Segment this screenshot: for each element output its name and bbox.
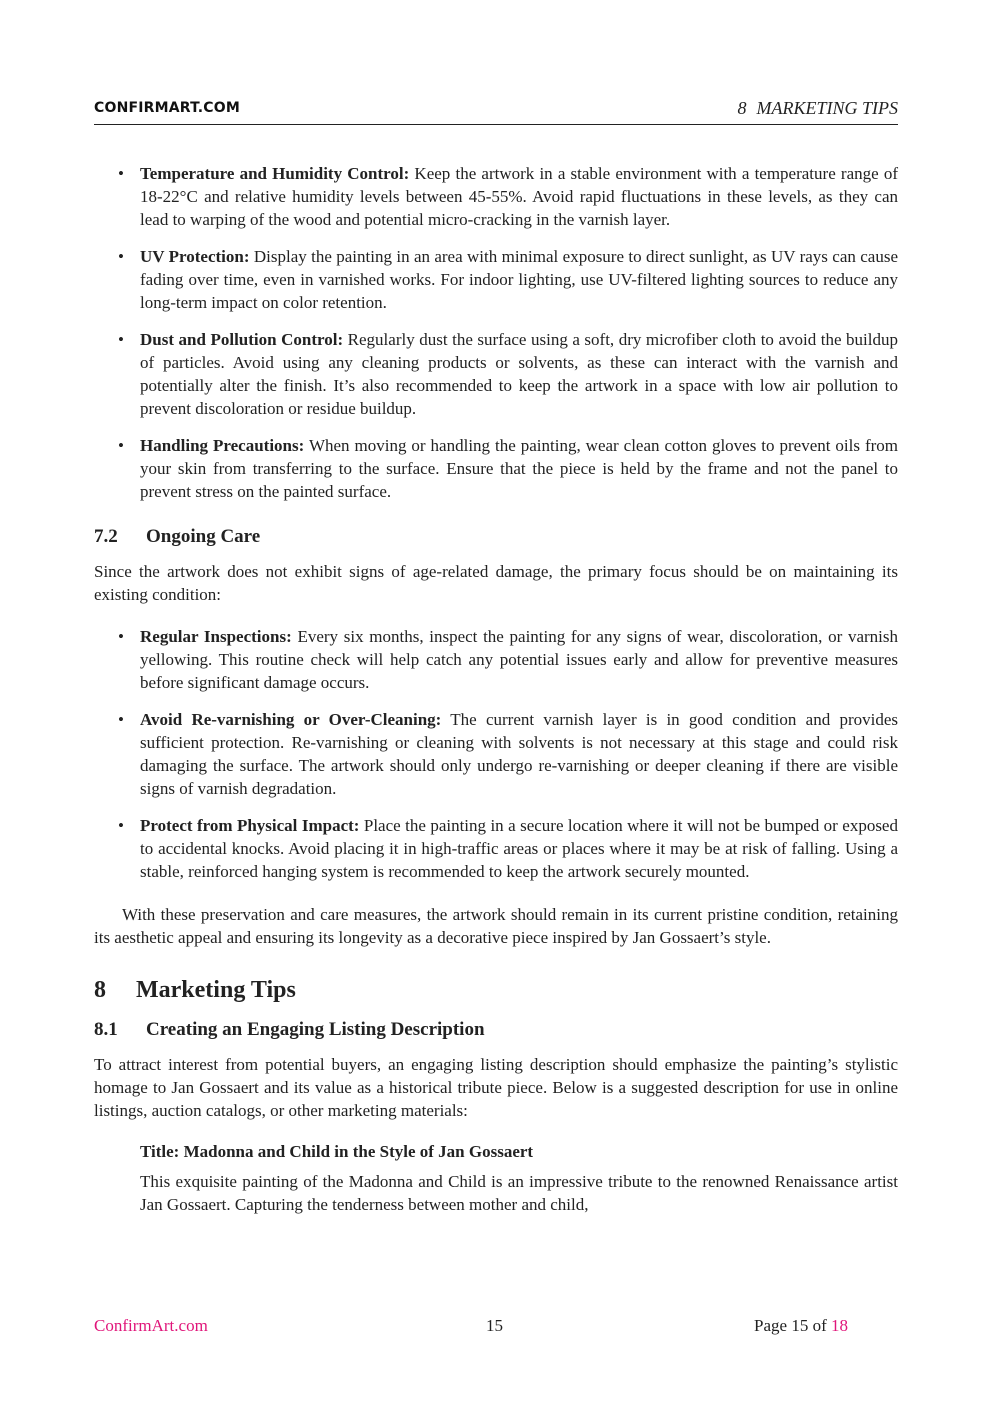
list-item bbox=[94, 162, 898, 231]
list-item-text: When moving or handling the painting, wear clean cotton gloves to prevent oils from your skin from transferring to the surface. Ensure that the piece is held by the frame and not the panel to prevent stress on the painted surface. bbox=[140, 436, 899, 501]
section-intro: Since the artwork does not exhibit signs of age-related damage, the primary focus should be on maintaining its existing condition: bbox=[94, 562, 898, 604]
listing-title: Title: Madonna and Child in the Style of Jan Gossaert bbox=[140, 1142, 534, 1161]
list-item bbox=[94, 434, 898, 503]
section-title: Ongoing Care bbox=[146, 526, 261, 547]
section-heading-7-2 bbox=[94, 525, 898, 548]
listing-text: This exquisite painting of the Madonna and Child is an impressive tribute to the renowned Renaissance artist Jan Gossaert. Capturing the tenderness between mother and child, bbox=[140, 1172, 898, 1214]
page-footer bbox=[94, 1316, 848, 1340]
bullet-icon: • bbox=[118, 816, 124, 835]
list-item-term: Handling Precautions: bbox=[140, 436, 305, 455]
section-title: Marketing Tips bbox=[136, 977, 296, 1003]
page-content bbox=[94, 162, 898, 1216]
list-item-term: Avoid Re-varnishing or Over-Cleaning: bbox=[140, 710, 442, 729]
list-item bbox=[94, 814, 898, 883]
ongoing-care-list bbox=[94, 625, 898, 883]
running-head-number: 8 bbox=[737, 98, 747, 118]
section-heading-8 bbox=[94, 979, 898, 1002]
list-item bbox=[94, 625, 898, 694]
bullet-icon: • bbox=[118, 436, 124, 455]
list-item bbox=[94, 328, 898, 420]
bullet-icon: • bbox=[118, 627, 124, 646]
section-number: 7.2 bbox=[94, 526, 118, 547]
bullet-icon: • bbox=[118, 330, 124, 349]
bullet-icon: • bbox=[118, 247, 124, 266]
list-item-text: Keep the artwork in a stable environment with a temperature range of 18-22°C and relative humidity levels between 45-55%. Avoid rapid fluctuations in these levels, as they can lead to warping of the wood and potential micro-cracking in the varnish layer. bbox=[140, 164, 898, 229]
list-item-text: Display the painting in an area with minimal exposure to direct sunlight, as UV rays can cause fading over time, even in varnished works. For indoor lighting, use UV-filtered lighting sources to reduce any long-term impact on color retention. bbox=[140, 247, 899, 312]
listing-description bbox=[140, 1140, 898, 1216]
footer-page-number: 15 bbox=[486, 1316, 503, 1335]
bullet-icon: • bbox=[118, 710, 124, 729]
section-number: 8 bbox=[94, 977, 106, 1003]
list-item-term: Protect from Physical Impact: bbox=[140, 816, 360, 835]
list-item-text: Every six months, inspect the painting for any signs of wear, discoloration, or varnish yellowing. This routine check will help catch any potential issues early and allow for preventive measures before significant damage occurs. bbox=[140, 627, 898, 692]
section-number: 8.1 bbox=[94, 1019, 118, 1040]
section-intro: To attract interest from potential buyers, an engaging listing description should emphasize the painting’s stylistic homage to Jan Gossaert and its value as a historical tribute piece. Below is a suggested description for use in online listings, auction catalogs, or other marketing materials: bbox=[94, 1055, 898, 1120]
page-of-label: Page 15 of bbox=[754, 1316, 827, 1335]
section-title: Creating an Engaging Listing Description bbox=[146, 1019, 485, 1040]
list-item-text: The current varnish layer is in good condition and provides sufficient protection. Re-varnishing or cleaning with solvents is not necessary at this stage and could risk damaging the surface. The artwork should only undergo re-varnishing or deeper cleaning if there are visible signs of varnish degradation. bbox=[140, 710, 898, 798]
list-item-term: UV Protection: bbox=[140, 247, 250, 266]
footer-site-link[interactable]: ConfirmArt.com bbox=[94, 1316, 208, 1335]
list-item-text: Place the painting in a secure location where it will not be bumped or exposed to accidental knocks. Avoid placing it in high-traffic areas or places where it may be at risk of falling. Using a stable, reinforced hanging system is recommended to keep the artwork securely mounted. bbox=[140, 816, 898, 881]
list-item-term: Temperature and Humidity Control: bbox=[140, 164, 410, 183]
list-item-term: Regular Inspections: bbox=[140, 627, 292, 646]
list-item-text: Regularly dust the surface using a soft, dry microfiber cloth to avoid the buildup of particles. Avoid using any cleaning products or solvents, as these can interact with the varnish and potentially alter the finish. It’s also recommended to keep the artwork in a space with low air pollution to prevent discoloration or residue buildup. bbox=[140, 330, 898, 418]
closing-paragraph: With these preservation and care measures, the artwork should remain in its current pristine condition, retaining its aesthetic appeal and ensuring its longevity as a decorative piece inspired by Jan Gossaert’s style. bbox=[94, 905, 898, 947]
site-logo: CONFIRMART.COM bbox=[94, 100, 241, 116]
running-head bbox=[738, 98, 899, 119]
preservation-list bbox=[94, 162, 898, 503]
list-item bbox=[94, 708, 898, 800]
bullet-icon: • bbox=[118, 164, 124, 183]
list-item bbox=[94, 245, 898, 314]
section-heading-8-1 bbox=[94, 1018, 898, 1041]
page-total-link[interactable]: 18 bbox=[831, 1316, 848, 1335]
page-header bbox=[94, 98, 898, 125]
footer-page-of bbox=[754, 1316, 848, 1336]
running-head-title: MARKETING TIPS bbox=[756, 98, 898, 118]
list-item-term: Dust and Pollution Control: bbox=[140, 330, 344, 349]
